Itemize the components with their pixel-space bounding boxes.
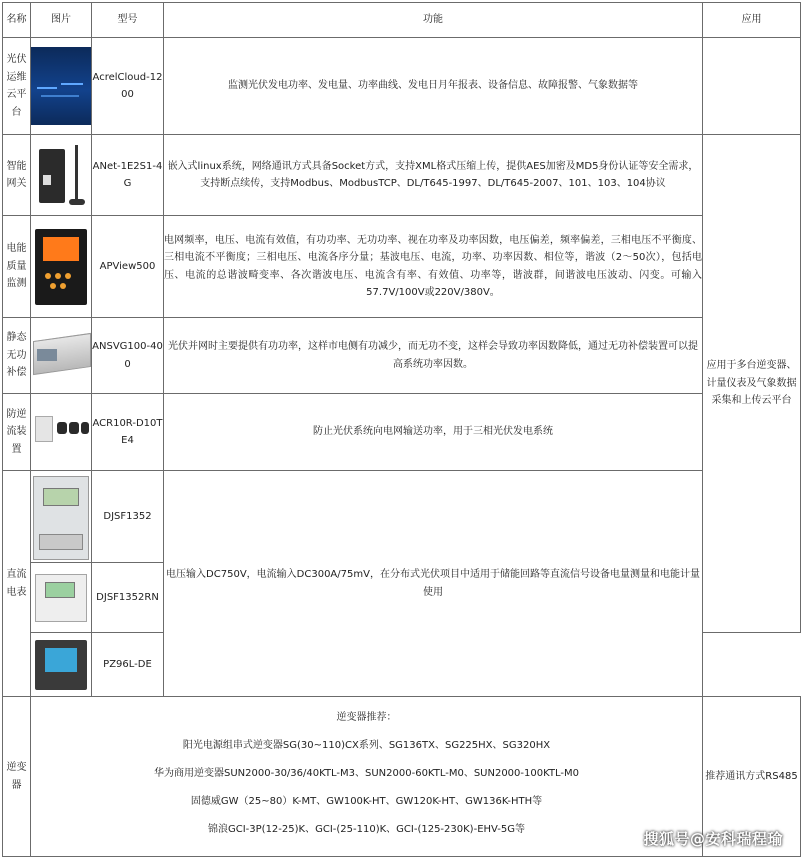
row-name [3,394,31,471]
inverter-line: 固德威GW（25~80）K-MT、GW100K-HT、GW120K-HT、GW136K-HTH等 [190,796,543,807]
name-line: 网关 [6,178,27,189]
name-line: 电能 [6,243,27,255]
cloud-platform-image [31,47,91,125]
pz96l-image [31,638,91,692]
product-picture [31,38,92,135]
row-name [3,135,31,216]
function-cell: 光伏并网时主要提供有功功率，这样市电侧有功减少，而无功不变，这样会导致功率因数降低，通过无功补偿装置可以提高系统功率因数。 [164,318,703,394]
function-cell: 嵌入式linux系统，网络通讯方式具备Socket方式，支持XML格式压缩上传，提供AES加密及MD5身份认证等安全需求，支持断点续传，支持Modbus、ModbusTCP、DL/T645-1997、DL/T645-2007、101、103、104协议 [164,135,703,216]
product-picture [31,216,92,318]
model-cell: AcrelCloud-1200 [92,38,164,135]
svg-cabinet-image [31,319,91,393]
row-name [3,697,31,857]
product-picture [31,563,92,633]
name-line: 云平 [6,89,27,100]
header-model: 型号 [92,3,164,38]
name-line: 补偿 [6,367,27,379]
model-cell: PZ96L-DE [92,633,164,697]
name-line: 静态 [6,332,27,344]
inverter-line: 锦浪GCI-3P(12-25)K、GCI-(25-110)K、GCI-(125-230K)-EHV-5G等 [207,824,526,835]
inverter-recommendation-cell [31,697,703,857]
function-cell: 电压输入DC750V，电流输入DC300A/75mV，在分布式光伏项目中适用于储能回路等直流信号设备电量测量和电能计量使用 [164,471,703,697]
name-line: 防逆 [6,408,27,420]
application-cell: 推荐通讯方式RS485 [703,697,801,857]
name-line: 光伏 [6,54,27,65]
name-line: 逆变 [6,762,27,773]
product-picture [31,633,92,697]
name-line: 监测 [6,278,27,290]
model-cell: ANet-1E2S1-4G [92,135,164,216]
name-line: 台 [11,106,22,118]
name-line: 运维 [6,71,27,83]
name-line: 质量 [6,260,27,272]
watermark: 搜狐号@安科瑞程瑜 [643,830,783,848]
product-picture [31,135,92,216]
name-line: 器 [11,779,22,791]
row-name [3,471,31,697]
djsf1352rn-image [31,568,91,628]
inverter-line: 阳光电源组串式逆变器SG(30~110)CX系列、SG136TX、SG225HX、SG320HX [182,740,551,751]
function-cell: 监测光伏发电功率、发电量、功率曲线、发电日月年报表、设备信息、故障报警、气象数据等 [164,38,703,135]
header-function: 功能 [164,3,703,38]
header-name: 名称 [3,3,31,38]
header-application: 应用 [703,3,801,38]
inverter-line: 华为商用逆变器SUN2000-30/36/40KTL-M3、SUN2000-60KTL-M0、SUN2000-100KTL-M0 [154,768,579,779]
product-picture [31,318,92,394]
name-line: 智能 [6,160,27,172]
header-picture: 图片 [31,3,92,38]
inverter-line: 逆变器推荐： [336,712,397,723]
model-cell: ANSVG100-400 [92,318,164,394]
model-cell: ACR10R-D10TE4 [92,394,164,471]
function-cell: 电网频率，电压、电流有效值，有功功率、无功功率、视在功率及功率因数，电压偏差，频率偏差，三相电压不平衡度、三相电流不平衡度；三相电压、电流各序分量；基波电压、电流，功率、功率因数、相位等，谐波（2～50次），包括电压、电流的总谐波畸变率、各次谐波电压、电流含有率、有效值、功率等，谐波群，间谐波电压波动、闪变。可输入57.7V/100V或220V/380V。 [164,216,703,318]
header-row [3,3,801,38]
name-line: 无功 [6,349,27,361]
row-power-quality [3,216,801,318]
name-line: 直流 [6,569,27,580]
row-name [3,216,31,318]
row-name [3,318,31,394]
row-cloud-platform [3,38,801,135]
product-picture [31,394,92,471]
row-name [3,38,31,135]
application-cell-empty [703,38,801,135]
row-dc-meter-1 [3,471,801,563]
product-picture [31,471,92,563]
product-spec-table [2,2,801,857]
model-cell: DJSF1352 [92,471,164,563]
shared-application-cell: 应用于多台逆变器、计量仪表及气象数据采集和上传云平台 [703,135,801,633]
djsf1352-image [31,474,91,560]
apview-image [31,225,91,309]
row-anti-backflow [3,394,801,471]
acr-device-image [31,396,91,468]
gateway-image [31,135,91,215]
row-svg [3,318,801,394]
model-cell: APView500 [92,216,164,318]
model-cell: DJSF1352RN [92,563,164,633]
row-gateway [3,135,801,216]
name-line: 电表 [6,586,27,598]
name-line: 置 [11,443,22,455]
name-line: 流装 [6,426,27,438]
function-cell: 防止光伏系统向电网输送功率，用于三相光伏发电系统 [164,394,703,471]
